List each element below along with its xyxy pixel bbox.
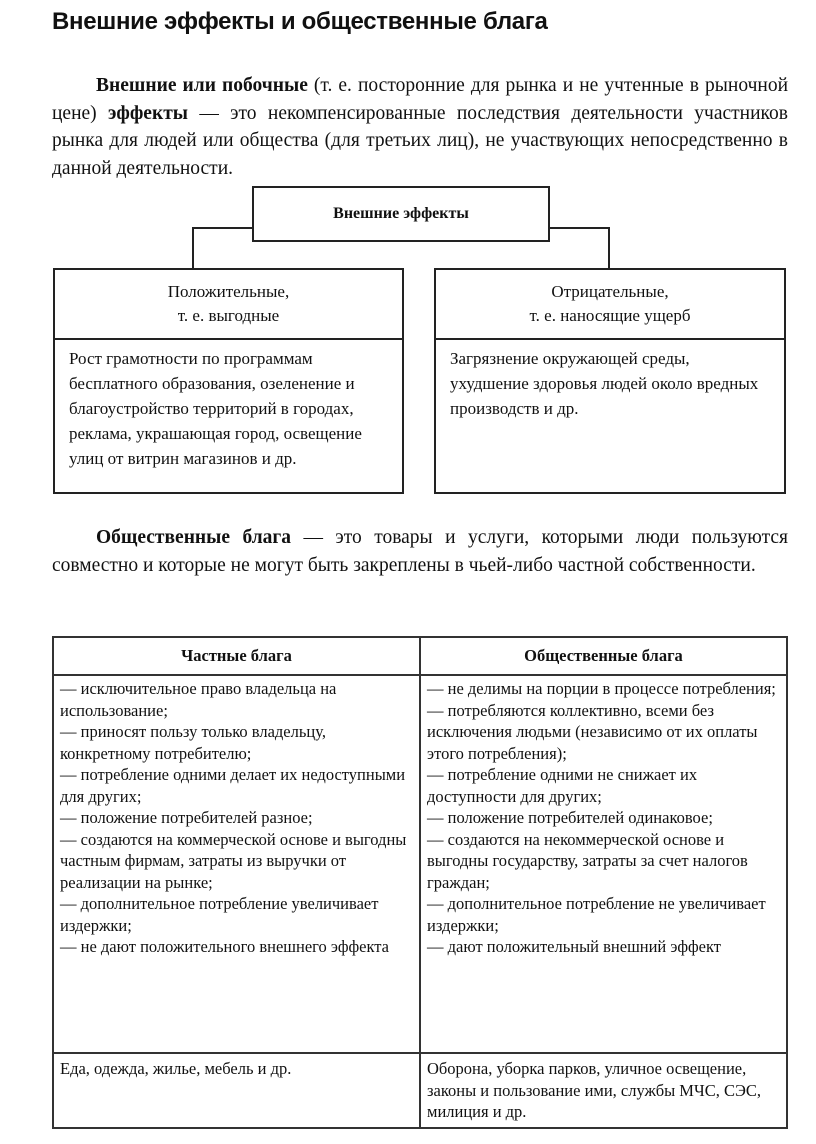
positive-title: Положительные, [167, 282, 290, 301]
list-item: — создаются на некоммерческой основе и выгодны государству, затраты за счет налогов граждан; [427, 829, 748, 892]
connector-line [192, 227, 254, 229]
term-effects: эффекты [108, 102, 189, 124]
positive-effects-box [53, 268, 404, 494]
list-item: — положение потребителей одинаковое; [427, 808, 713, 827]
term-external: Внешние или побочные [96, 75, 308, 96]
positive-subtitle: т. е. выгодные [177, 306, 280, 325]
private-goods-examples: Еда, одежда, жилье, мебель и др. [53, 1053, 420, 1128]
list-item: — потребляются коллективно, всеми без исключения людьми (независимо от их оплаты этого потребления); [427, 700, 758, 763]
list-item: — положение потребителей разное; [60, 808, 313, 827]
header-private-goods: Частные блага [53, 637, 420, 675]
list-item: — создаются на коммерческой основе и выгодны частным фирмам, затраты из выручки от реализации на рынке; [60, 829, 407, 892]
positive-effects-header [55, 270, 402, 340]
negative-effects-box [434, 268, 786, 494]
connector-line [608, 227, 610, 269]
public-goods-examples: Оборона, уборка парков, уличное освещение, законы и пользование ими, службы МЧС, СЭС, милиция и др. [420, 1053, 787, 1128]
externalities-definition [52, 72, 788, 182]
table-row-characteristics [53, 675, 787, 1053]
list-item: — потребление одними не снижает их доступности для других; [427, 765, 698, 806]
list-item: — дополнительное потребление увеличивает издержки; [60, 894, 379, 935]
negative-title: Отрицательные, [551, 282, 669, 301]
positive-effects-body: Рост грамотности по программам бесплатного образования, озеленение и благоустройство территорий в городах, реклама, украшающая город, освещение улиц от витрин магазинов и др. [69, 349, 362, 468]
negative-subtitle: т. е. наносящие ущерб [529, 306, 691, 325]
list-item: — дополнительное потребление не увеличивает издержки; [427, 894, 766, 935]
list-item: — потребление одними делает их недоступными для других; [60, 765, 406, 806]
connector-line [549, 227, 609, 229]
negative-effects-header [436, 270, 784, 340]
header-public-goods: Общественные блага [420, 637, 787, 675]
diagram-root-box [252, 186, 550, 242]
private-goods-characteristics [53, 675, 420, 1053]
definition-text: — это некомпенсированные последствия деятельности участников рынка для людей или общества (для третьих лиц), не участвующих непосредственно в данной деятельности. [52, 102, 788, 179]
list-item: — не дают положительного внешнего эффекта [60, 937, 390, 956]
page-title: Внешние эффекты и общественные блага [52, 8, 548, 35]
connector-line [192, 227, 194, 269]
public-goods-definition [52, 524, 788, 579]
definition-text: — это товары и услуги, которыми люди пользуются совместно и которые не могут быть закреплены в чьей-либо частной собственности. [52, 527, 788, 576]
list-item: — дают положительный внешний эффект [427, 937, 721, 956]
list-item: — приносят пользу только владельцу, конкретному потребителю; [60, 722, 326, 763]
goods-comparison-table [52, 636, 788, 1129]
definition-text: (т. е. посторонние для рынка и не учтенные в рыночной цене) [52, 75, 788, 124]
list-item: — не делимы на порции в процессе потребления; [427, 679, 776, 698]
public-goods-characteristics [420, 675, 787, 1053]
term-public-goods: Общественные блага [96, 527, 292, 548]
negative-effects-body: Загрязнение окружающей среды, ухудшение здоровья людей около вредных производств и др. [450, 349, 759, 418]
table-header-row [53, 637, 787, 675]
list-item: — исключительное право владельца на использование; [60, 679, 337, 720]
diagram-root-label: Внешние эффекты [333, 205, 469, 222]
table-row-examples [53, 1053, 787, 1128]
